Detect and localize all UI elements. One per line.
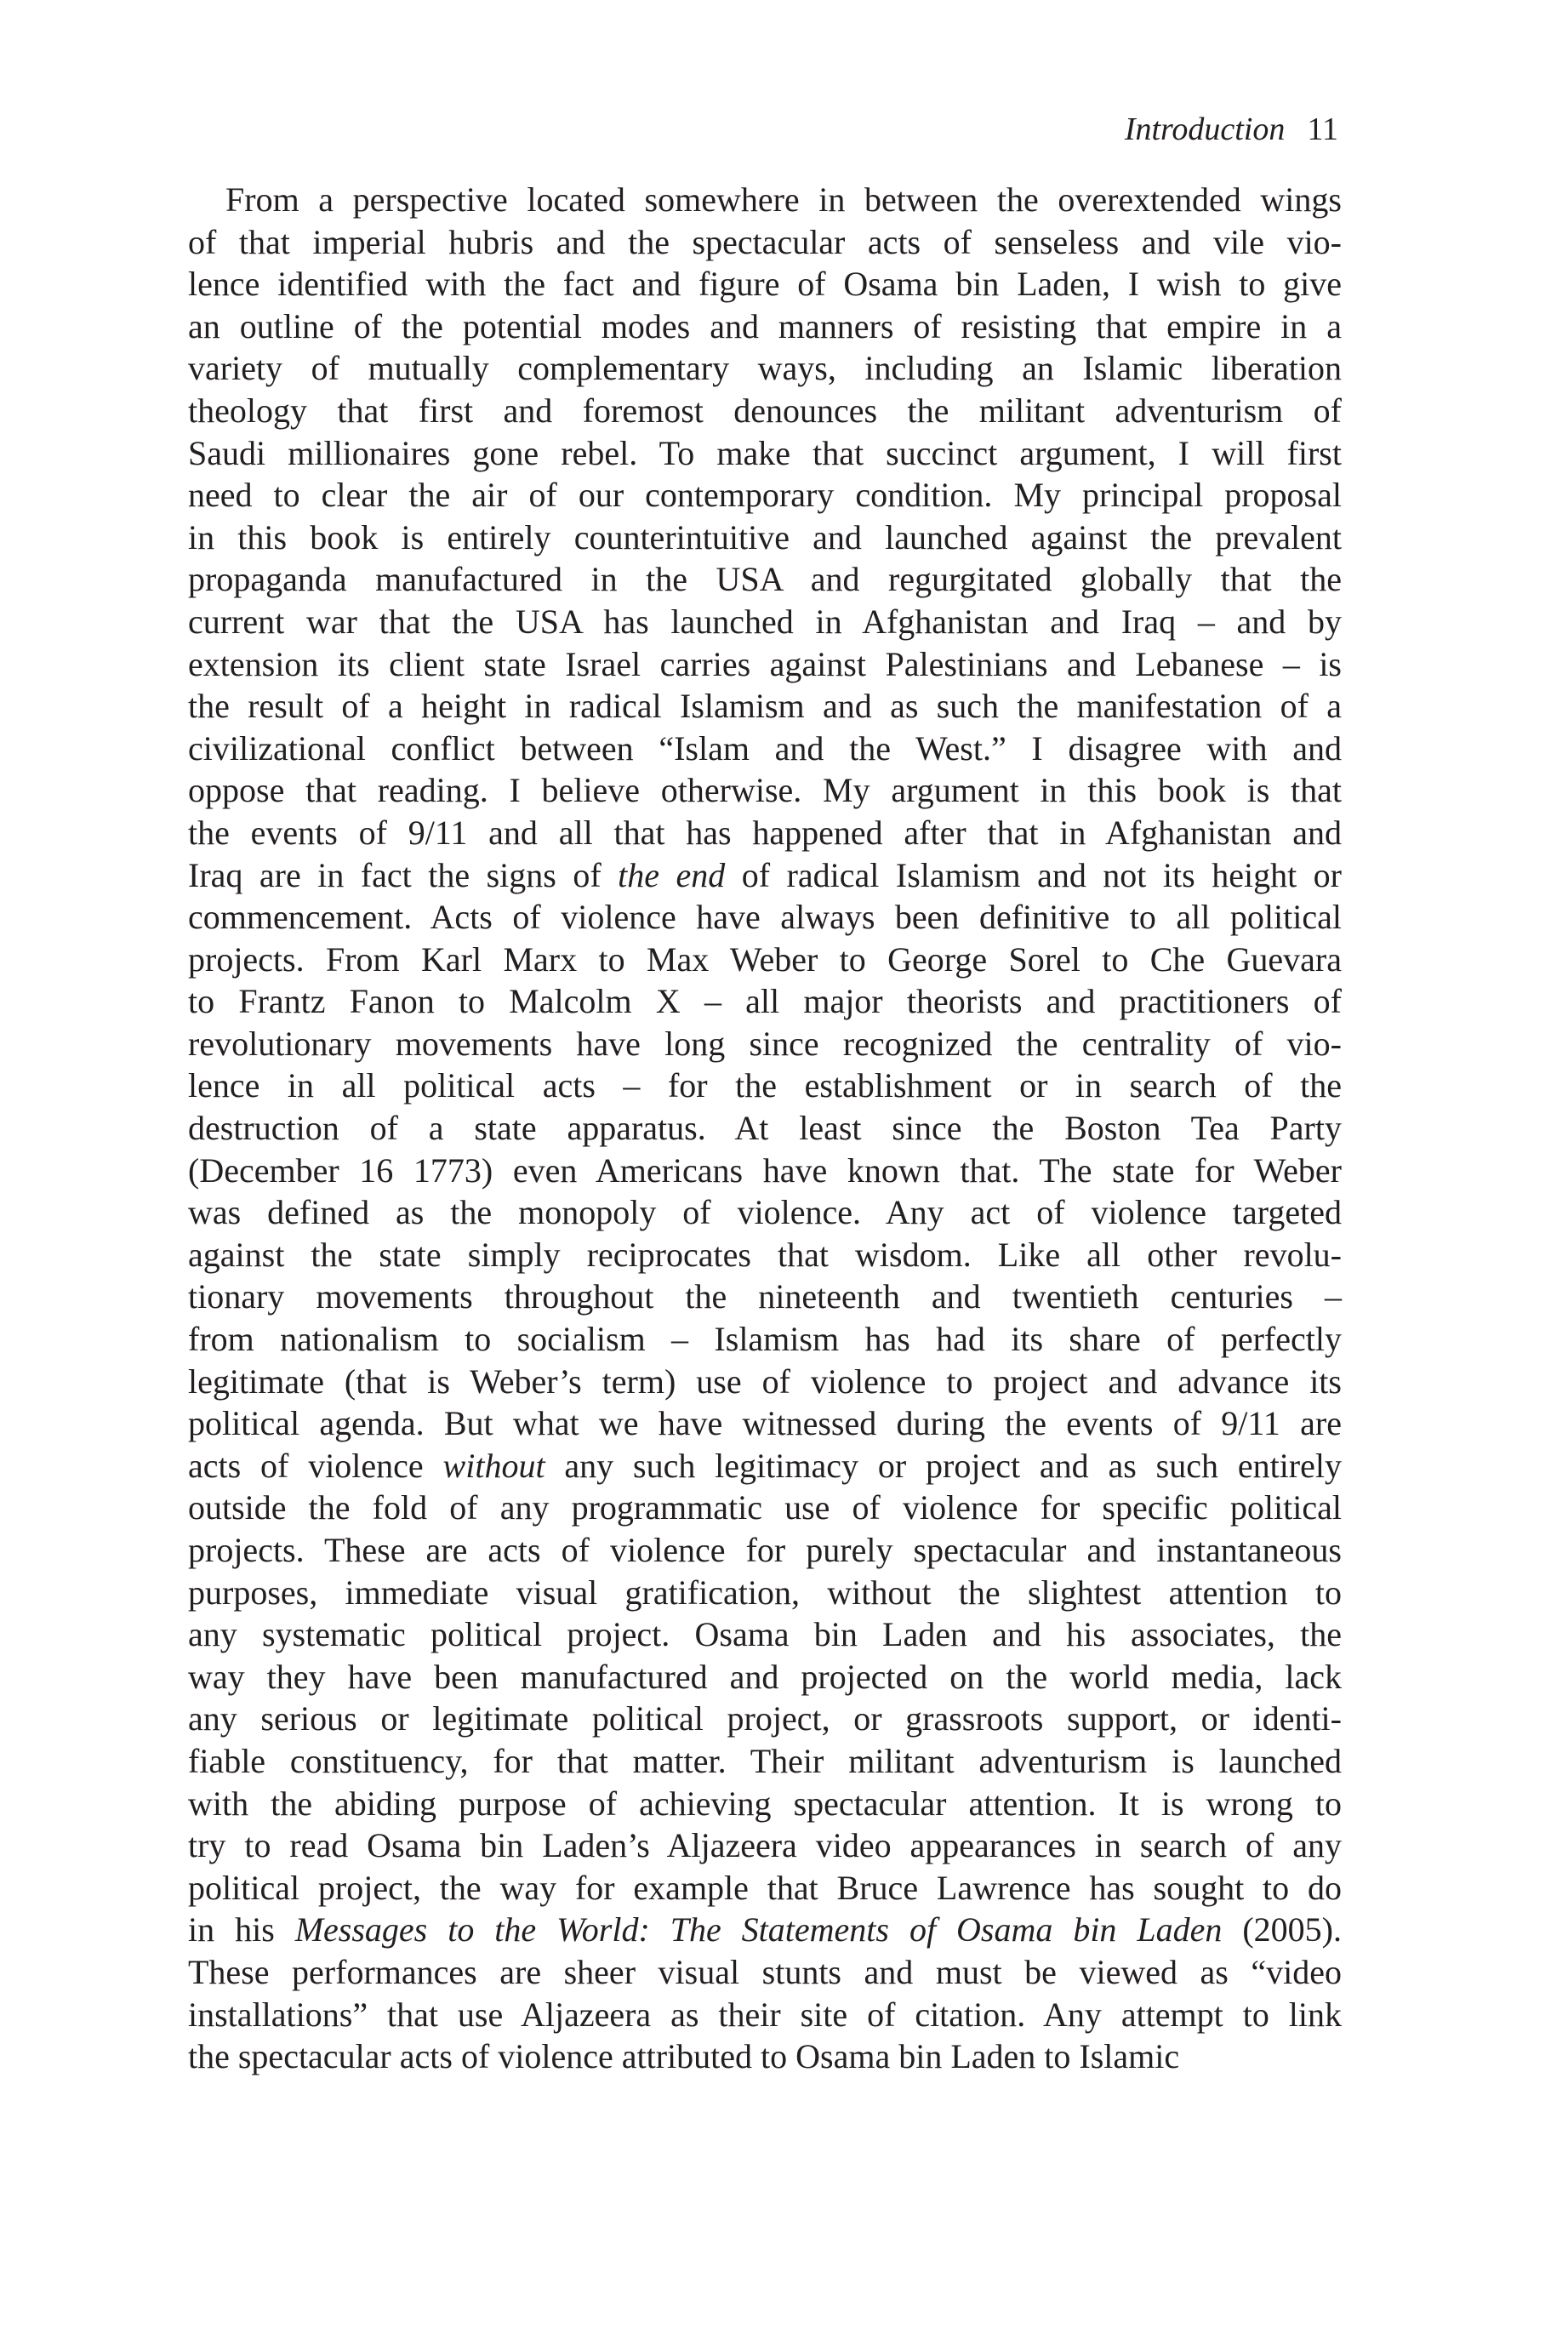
text-line: destruction of a state apparatus. At least since the Boston Tea Party — [188, 1109, 1342, 1148]
text-line: to Frantz Fanon to Malcolm X – all major theorists and practitioners of — [188, 982, 1342, 1021]
page-number: 11 — [1307, 111, 1338, 147]
text-line: projects. From Karl Marx to Max Weber to George Sorel to Che Guevara — [188, 939, 1342, 979]
text-line: lence identified with the fact and figure of Osama bin Laden, I wish to give — [188, 265, 1342, 304]
text-line: against the state simply reciprocates that wisdom. Like all other revolu- — [188, 1235, 1342, 1274]
text-line: tionary movements throughout the nineteenth and twentieth centuries – — [188, 1277, 1342, 1316]
text-line: extension its client state Israel carries against Palestinians and Lebanese – is — [188, 644, 1342, 683]
text-line: need to clear the air of our contemporary condition. My principal proposal — [188, 476, 1342, 515]
text-line: oppose that reading. I believe otherwise. My argument in this book is that — [188, 771, 1342, 810]
text-segment: acts of violence — [188, 1446, 443, 1485]
text-line: purposes, immediate visual gratification, without the slightest attention to — [188, 1573, 1342, 1612]
text-line: variety of mutually complementary ways, including an Islamic liberation — [188, 349, 1342, 388]
text-line: These performances are sheer visual stunts and must be viewed as “video — [188, 1952, 1342, 1991]
running-head-title: Introduction — [1124, 111, 1286, 147]
text-line: was defined as the monopoly of violence. Any act of violence targeted — [188, 1193, 1342, 1232]
text-line: current war that the USA has launched in Afghanistan and Iraq – and by — [188, 602, 1342, 641]
italic-emphasis: without — [442, 1446, 545, 1485]
text-line: From a perspective located somewhere in between the overextended wings — [225, 180, 1342, 219]
text-line: Saudi millionaires gone rebel. To make that succinct argument, I will first — [188, 433, 1342, 472]
text-segment: (2005). — [1222, 1910, 1342, 1950]
text-line — [188, 1909, 1342, 1951]
text-line: fiable constituency, for that matter. Their militant adventurism is launched — [188, 1741, 1342, 1780]
text-line: projects. These are acts of violence for purely spectacular and instantaneous — [188, 1531, 1342, 1569]
text-line: commencement. Acts of violence have always been definitive to all political — [188, 898, 1342, 937]
text-line: of that imperial hubris and the spectacular acts of senseless and vile vio- — [188, 222, 1342, 261]
text-line: civilizational conflict between “Islam and the West.” I disagree with and — [188, 728, 1342, 768]
text-line: revolutionary movements have long since recognized the centrality of vio- — [188, 1024, 1342, 1063]
text-line: the result of a height in radical Islamism and as such the manifestation of a — [188, 687, 1342, 726]
text-line: legitimate (that is Weber’s term) use of violence to project and advance its — [188, 1362, 1342, 1401]
text-line: propaganda manufactured in the USA and regurgitated globally that the — [188, 560, 1342, 599]
text-line: installations” that use Aljazeera as their site of citation. Any attempt to link — [188, 1995, 1342, 2034]
text-line: way they have been manufactured and projected on the world media, lack — [188, 1657, 1342, 1696]
text-line — [188, 854, 1342, 897]
italic-emphasis: Messages to the World: The Statements of Osama bin Laden — [294, 1910, 1223, 1950]
text-line: (December 16 1773) even Americans have known that. The state for Weber — [188, 1150, 1342, 1190]
text-line: from nationalism to socialism – Islamism has had its share of perfectly — [188, 1320, 1342, 1359]
text-line: try to read Osama bin Laden’s Aljazeera video appearances in search of any — [188, 1826, 1342, 1865]
text-line: with the abiding purpose of achieving spectacular attention. It is wrong to — [188, 1784, 1342, 1823]
italic-emphasis: the end — [618, 855, 726, 894]
body-paragraph — [188, 179, 1342, 2078]
running-head — [1125, 109, 1338, 150]
text-segment: Iraq are in fact the signs of — [188, 855, 619, 894]
text-line: the events of 9/11 and all that has happened after that in Afghanistan and — [188, 813, 1342, 852]
text-line: the spectacular acts of violence attributed to Osama bin Laden to Islamic — [188, 2037, 1180, 2076]
text-line — [188, 1445, 1342, 1487]
text-line: any systematic political project. Osama bin Laden and his associates, the — [188, 1615, 1342, 1654]
text-line: political project, the way for example that Bruce Lawrence has sought to do — [188, 1868, 1342, 1907]
text-line: theology that first and foremost denounces the militant adventurism of — [188, 391, 1342, 430]
text-segment: in his — [188, 1910, 295, 1950]
text-segment: any such legitimacy or project and as such entirely — [545, 1446, 1342, 1485]
text-segment: of radical Islamism and not its height or — [725, 855, 1342, 894]
text-line: outside the fold of any programmatic use of violence for specific political — [188, 1488, 1342, 1527]
text-line: lence in all political acts – for the establishment or in search of the — [188, 1066, 1342, 1105]
text-line: any serious or legitimate political project, or grassroots support, or identi- — [188, 1699, 1342, 1738]
text-line: an outline of the potential modes and manners of resisting that empire in a — [188, 306, 1342, 345]
text-line: political agenda. But what we have witnessed during the events of 9/11 are — [188, 1404, 1342, 1443]
text-line: in this book is entirely counterintuitive and launched against the prevalent — [188, 517, 1342, 557]
